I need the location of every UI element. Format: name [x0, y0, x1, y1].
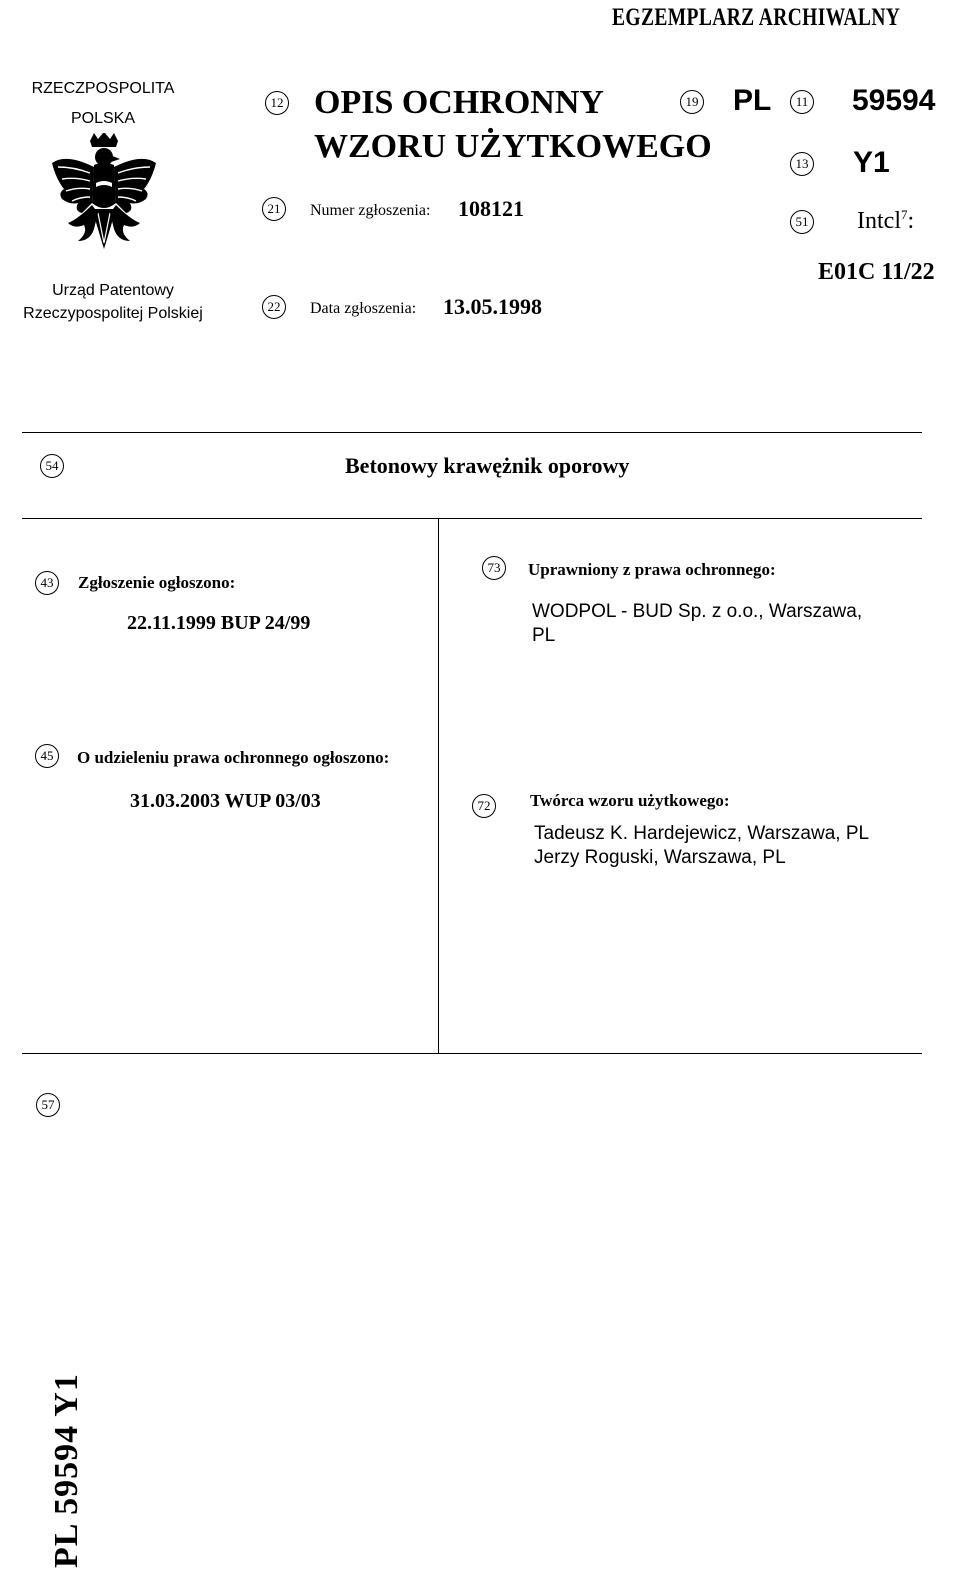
document-type-line1: OPIS OCHRONNY [314, 84, 604, 121]
inid-code-57: 57 [36, 1093, 60, 1117]
creators-label: Twórca wzoru użytkowego: [530, 791, 730, 810]
ipc-label-sup: 7 [900, 207, 908, 222]
inid-code-43: 43 [35, 571, 59, 595]
divider-bottom [22, 1053, 922, 1054]
creator-line2: Jerzy Roguski, Warszawa, PL [534, 847, 786, 868]
ipc-classification: E01C 11/22 [818, 259, 935, 285]
office-name-line2: Rzeczypospolitej Polskiej [23, 305, 203, 322]
published-label: Zgłoszenie ogłoszono: [78, 573, 236, 592]
inid-code-21: 21 [262, 197, 286, 221]
holder-label: Uprawniony z prawa ochronnego: [528, 560, 776, 579]
inid-code-12: 12 [265, 91, 289, 115]
document-kind: Y1 [853, 146, 890, 179]
published-value: 22.11.1999 BUP 24/99 [127, 612, 311, 634]
country-name-line2: POLSKA [70, 110, 136, 127]
office-name-line1: Urząd Patentowy [52, 282, 174, 299]
inid-code-73: 73 [482, 556, 506, 580]
holder-name-line2: PL [532, 625, 556, 646]
ipc-label [857, 207, 914, 235]
granted-value: 31.03.2003 WUP 03/03 [130, 790, 321, 812]
archive-stamp: EGZEMPLARZ ARCHIWALNY [612, 4, 901, 31]
granted-label: O udzieleniu prawa ochronnego ogłoszono: [77, 748, 390, 767]
column-divider [438, 518, 439, 1053]
inid-code-19: 19 [680, 90, 704, 114]
inid-code-22: 22 [262, 295, 286, 319]
ipc-label-text: Intcl [857, 208, 901, 234]
country-name-line1: RZECZPOSPOLITA [31, 80, 175, 97]
side-document-label: PL 59594 Y1 [48, 1373, 85, 1568]
document-type-line2: WZORU UŻYTKOWEGO [314, 128, 712, 165]
divider-top [22, 432, 922, 433]
creator-line1: Tadeusz K. Hardejewicz, Warszawa, PL [534, 823, 870, 844]
filing-date: 13.05.1998 [443, 294, 542, 319]
ipc-label-suffix: : [907, 208, 915, 234]
application-number-label: Numer zgłoszenia: [310, 202, 431, 219]
inid-code-13: 13 [790, 152, 814, 176]
filing-date-label: Data zgłoszenia: [310, 300, 417, 317]
inid-code-72: 72 [472, 794, 496, 818]
inid-code-54: 54 [40, 454, 64, 478]
application-number: 108121 [458, 196, 524, 221]
polish-eagle-emblem [48, 133, 160, 251]
country-code: PL [733, 84, 772, 117]
divider-title-bottom [22, 518, 922, 519]
inid-code-11: 11 [790, 90, 814, 114]
inid-code-45: 45 [35, 744, 59, 768]
holder-name-line1: WODPOL - BUD Sp. z o.o., Warszawa, [532, 601, 863, 622]
utility-model-title: Betonowy krawężnik oporowy [345, 453, 630, 478]
inid-code-51: 51 [790, 210, 814, 234]
document-number: 59594 [852, 84, 936, 117]
